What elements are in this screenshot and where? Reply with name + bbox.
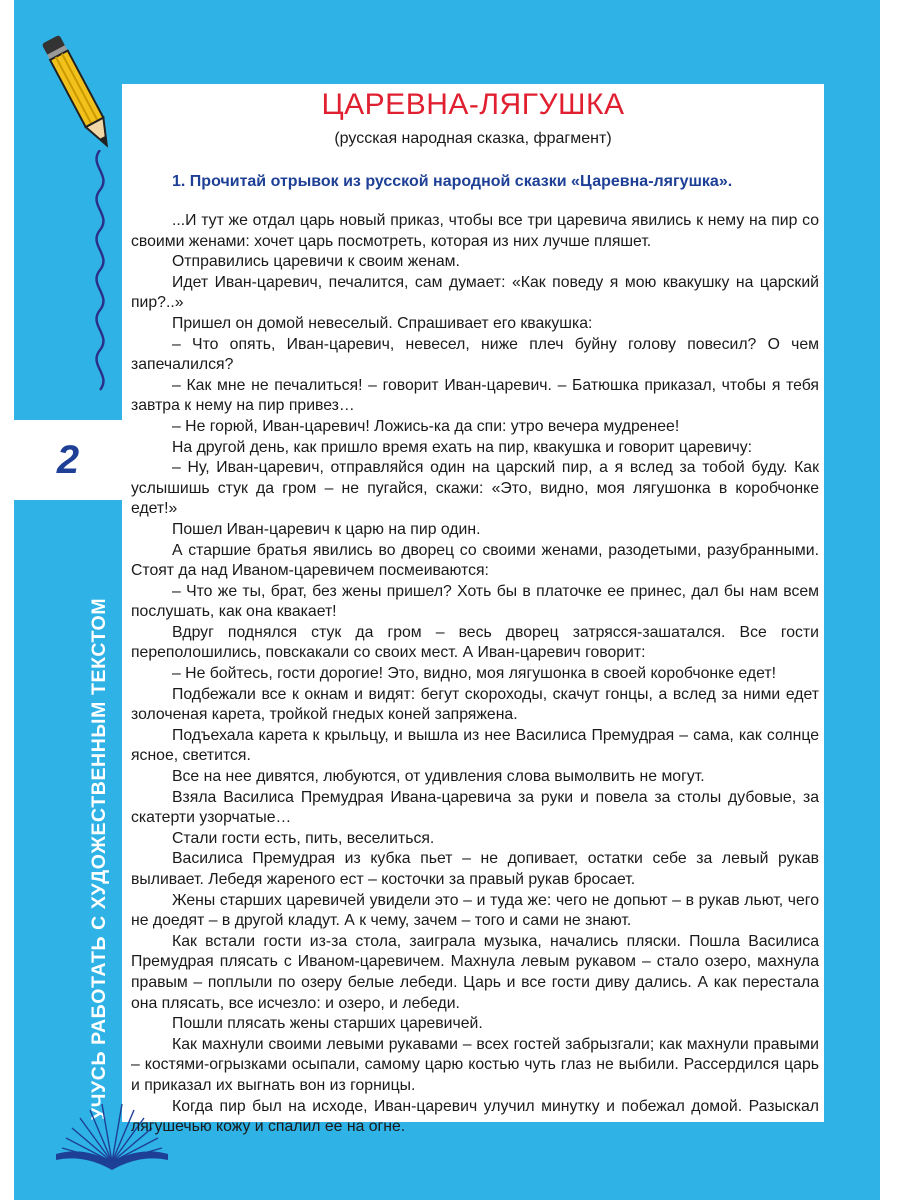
page-number-box (14, 420, 122, 500)
story-subtitle: (русская народная сказка, фрагмент) (334, 130, 612, 147)
paragraph: Жены старших царевичей увидели это – и туда же: чего не допьют – в рукав льют, чего не доедят – в другой кладут. А к чему, зачем – того и сами не знают. (131, 891, 819, 930)
paragraph: – Что опять, Иван-царевич, невесел, ниже плеч буйну голову повесил? О чем запечалился? (131, 335, 819, 374)
squiggle-line (85, 150, 115, 400)
paragraph: Отправились царевичи к своим женам. (172, 253, 460, 271)
paragraph: На другой день, как пришло время ехать на пир, квакушка и говорит царевичу: (172, 438, 753, 456)
story-title: ЦАРЕВНА-ЛЯГУШКА (321, 88, 625, 121)
paragraph: Пришел он домой невеселый. Спрашивает его квакушка: (172, 314, 593, 332)
paragraph: – Что же ты, брат, без жены пришел? Хоть бы в платочке ее принес, дал бы нам всем послушать, как она квакает! (131, 582, 819, 621)
paragraph: Пошли плясать жены старших царевичей. (172, 1015, 483, 1033)
section-side-label: УЧУСЬ РАБОТАТЬ С ХУДОЖЕСТВЕННЫМ ТЕКСТОМ (88, 597, 110, 1120)
paragraph: – Не бойтесь, гости дорогие! Это, видно, моя лягушонка в своей коробчонке едет! (172, 665, 776, 683)
pencil-icon (40, 30, 120, 160)
task-instruction: 1. Прочитай отрывок из русской народной сказки «Царевна-лягушка». (172, 173, 733, 190)
paragraph: ...И тут же отдал царь новый приказ, чтобы все три царевича явились к нему на пир со своими женами: хочет царь посмотреть, которая из них лучше пляшет. (131, 212, 819, 250)
paragraph: Василиса Премудрая из кубка пьет – не допивает, остатки себе за левый рукав выливает. Лебедя жареного ест – косточки за правый рукав бросает. (131, 850, 819, 888)
paragraph: Как махнули своими левыми рукавами – всех гостей забрызгали; как махнули правыми – костями-огрызками осыпали, самому царю костью чуть глаз не выбили. Рассердился царь и приказал их выгнать вон из горницы. (131, 1035, 819, 1094)
page-number: 2 (56, 437, 80, 482)
paragraph: Взяла Василиса Премудрая Ивана-царевича за руки и повела за столы дубовые, за скатерти узорчатые… (131, 788, 819, 827)
paragraph: Подбежали все к окнам и видят: бегут скороходы, скачут гонцы, а вслед за ними едет золоченая карета, тройкой гнедых коней запряжена. (131, 685, 819, 724)
paragraph: Подъехала карета к крыльцу, и вышла из нее Василиса Премудрая – сама, как солнце ясное, светится. (131, 726, 819, 765)
story-text (131, 211, 819, 1138)
paragraph: Пошел Иван-царевич к царю на пир один. (172, 520, 481, 538)
paragraph: А старшие братья явились во дворец со своими женами, разодетыми, разубранными. Стоят да над Иваном-царевичем посмеиваются: (131, 541, 819, 580)
paragraph: Когда пир был на исходе, Иван-царевич улучил минутку и побежал домой. Разыскал лягушечью кожу и спалил ее на огне. (131, 1097, 819, 1136)
paragraph: Идет Иван-царевич, печалится, сам думает: «Как поведу я мою квакушку на царский пир?..» (131, 273, 819, 312)
paragraph: – Не горюй, Иван-царевич! Ложись-ка да спи: утро вечера мудренее! (172, 417, 680, 435)
paragraph: – Как мне не печалиться! – говорит Иван-царевич. – Батюшка приказал, чтобы я тебя завтра к нему на пир привез… (131, 376, 819, 415)
paragraph: – Ну, Иван-царевич, отправляйся один на царский пир, а я вслед за тобой буду. Как услышишь стук да гром – не пугайся, скажи: «Это, видно, моя лягушонка в коробчонке едет!» (131, 459, 819, 518)
paragraph: Стали гости есть, пить, веселиться. (172, 829, 435, 847)
paragraph: Вдруг поднялся стук да гром – весь дворец затрясся-зашатался. Все гости переполошились, повскакали со своих мест. А Иван-царевич говорит: (131, 623, 819, 662)
paragraph: Все на нее дивятся, любуются, от удивления слова вымолвить не могут. (172, 768, 705, 786)
paragraph: Как встали гости из-за стола, заиграла музыка, начались пляски. Пошла Василиса Премудрая плясать с Иваном-царевичем. Махнула левым рукавом – стало озеро, махнула правым – поплыли по озеру белые лебеди. Царь и все гости диву дались. А как перестала она плясать, все исчезло: и озеро, и лебеди. (131, 932, 819, 1012)
